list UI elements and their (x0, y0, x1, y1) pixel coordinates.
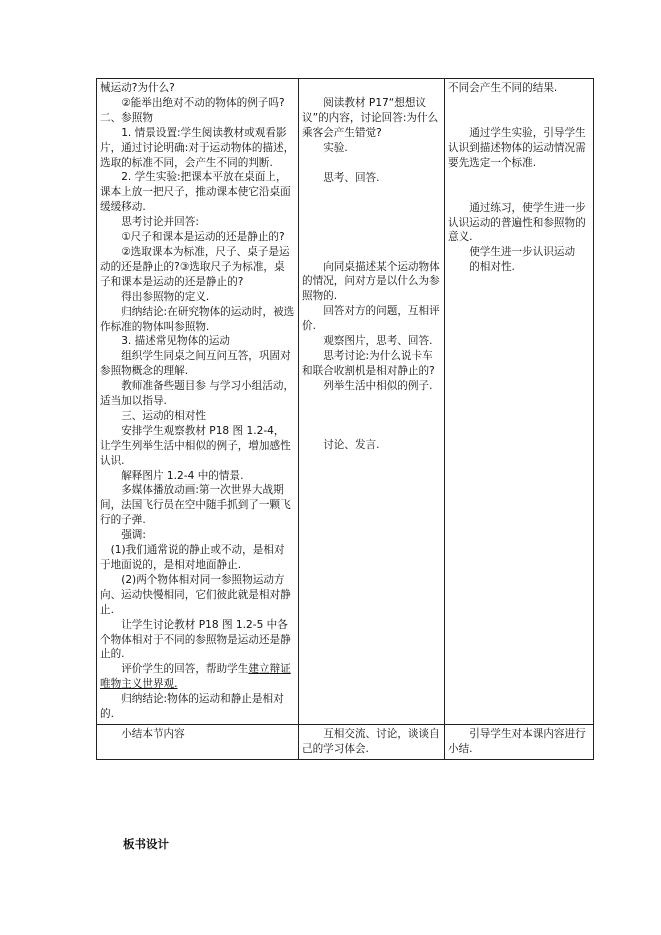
table-row (97, 79, 594, 725)
text-line: 安排学生观察教材 P18 图 1.2-4，让学生列举生活中相似的例子，增加感性认识. (100, 424, 291, 467)
text-line: 观察图片，思考、回答. (323, 335, 433, 348)
summary-cell (97, 724, 299, 759)
section-title: 三、运动的相对性 (121, 409, 206, 422)
text-line: 向同桌描述某个运动物体的情况，问对方是以什么为参照物的. (302, 260, 440, 303)
text-line: 强调: (121, 529, 146, 542)
text-line: (2)两个物体相对同一参照物运动方向、运动快慢相同，它们彼此就是相对静止. (100, 573, 291, 616)
text-line: 3. 描述常见物体的运动 (121, 335, 231, 348)
text-line: 归纳结论:在研究物体的运动时，被选作标准的物体叫参照物. (100, 305, 295, 333)
text-line: 归纳结论:物体的运动和静止是相对的. (100, 693, 284, 721)
lesson-table (96, 78, 594, 760)
text-line: 2. 学生实验:把课本平放在桌面上，课本上放一把尺子，推动课本使它沿桌面缓缓移动. (100, 171, 291, 214)
text-line: 思考、回答. (323, 171, 380, 184)
text-line: 不同会产生不同的结果. (448, 82, 558, 94)
text-line: (1)我们通常说的静止或不动，是相对于地面说的，是相对地面静止. (100, 544, 285, 571)
text-line: 互相交流、讨论，谈谈自己的学习体会. (302, 727, 440, 755)
text-line: 让学生讨论教材 P18 图 1.2-5 中各个物体相对于不同的参照物是运动还是静止的. (100, 618, 291, 661)
text-line: 通过练习，使学生进一步认识运动的普遍性和参照物的意义. (448, 201, 586, 244)
text-line: 得出参照物的定义. (121, 290, 210, 303)
text-line (100, 662, 295, 692)
text-line: 阅读教材 P17“想想议议”的内容，讨论回答:为什么乘客会产生错觉? (302, 97, 439, 139)
text-line: 思考讨论并回答: (121, 216, 199, 229)
design-intent-cell (445, 79, 594, 725)
text-line: 思考讨论:为什么说卡车和联合收割机是相对静止的? (302, 349, 435, 377)
text-line: 教师准备些题目参 与学习小组活动，适当加以指导. (100, 380, 295, 408)
text-line: 回答对方的问题，互相评价. (302, 305, 440, 333)
text-line: 组织学生同桌之间互问互答，巩固对参照物概念的理解. (100, 350, 291, 378)
text-line: ②选取课本为标准，尺子、桌子是运动的还是静止的?③选取尺子为标准，桌子和课本是运动的还是静止的? (100, 245, 290, 288)
text-line: 的相对性. (469, 261, 515, 274)
underlined-text: 建立辩证唯物主义世界观. (100, 663, 291, 691)
summary-cell (445, 724, 594, 759)
text-line: 实验. (323, 141, 348, 154)
text-line: 列举生活中相似的例子. (323, 379, 433, 392)
text-line: 多媒体播放动画:第一次世界大战期间，法国飞行员在空中随手抓到了一颗飞行的子弹. (100, 484, 291, 527)
text-line: ①尺子和课本是运动的还是静止的? (121, 231, 285, 244)
text-line: 解释图片 1.2-4 中的情景. (121, 469, 244, 482)
summary-cell (299, 724, 445, 759)
text-line: 小结本节内容 (121, 727, 185, 740)
teacher-activity-cell (97, 79, 299, 725)
text-line: 1. 情景设置:学生阅读教材或观看影片，通过讨论明确:对于运动物体的描述，选取的标准不同，会产生不同的判断. (100, 126, 295, 169)
text-span: 评价学生的回答，帮助学生 (121, 663, 249, 676)
text-line: 引导学生对本课内容进行小结. (448, 727, 586, 755)
text-line: 械运动?为什么? (100, 82, 175, 94)
text-line: ②能举出绝对不动的物体的例子吗?二、参照物 (100, 96, 285, 124)
section-heading: 板书设计 (123, 837, 169, 851)
text-line: 使学生进一步认识运动 (469, 246, 576, 259)
text-line: 讨论、发言. (323, 438, 380, 451)
student-activity-cell (299, 79, 445, 725)
summary-row (97, 724, 594, 759)
text-line: 通过学生实验，引导学生认识到描述物体的运动情况需要先选定一个标准. (448, 126, 586, 169)
